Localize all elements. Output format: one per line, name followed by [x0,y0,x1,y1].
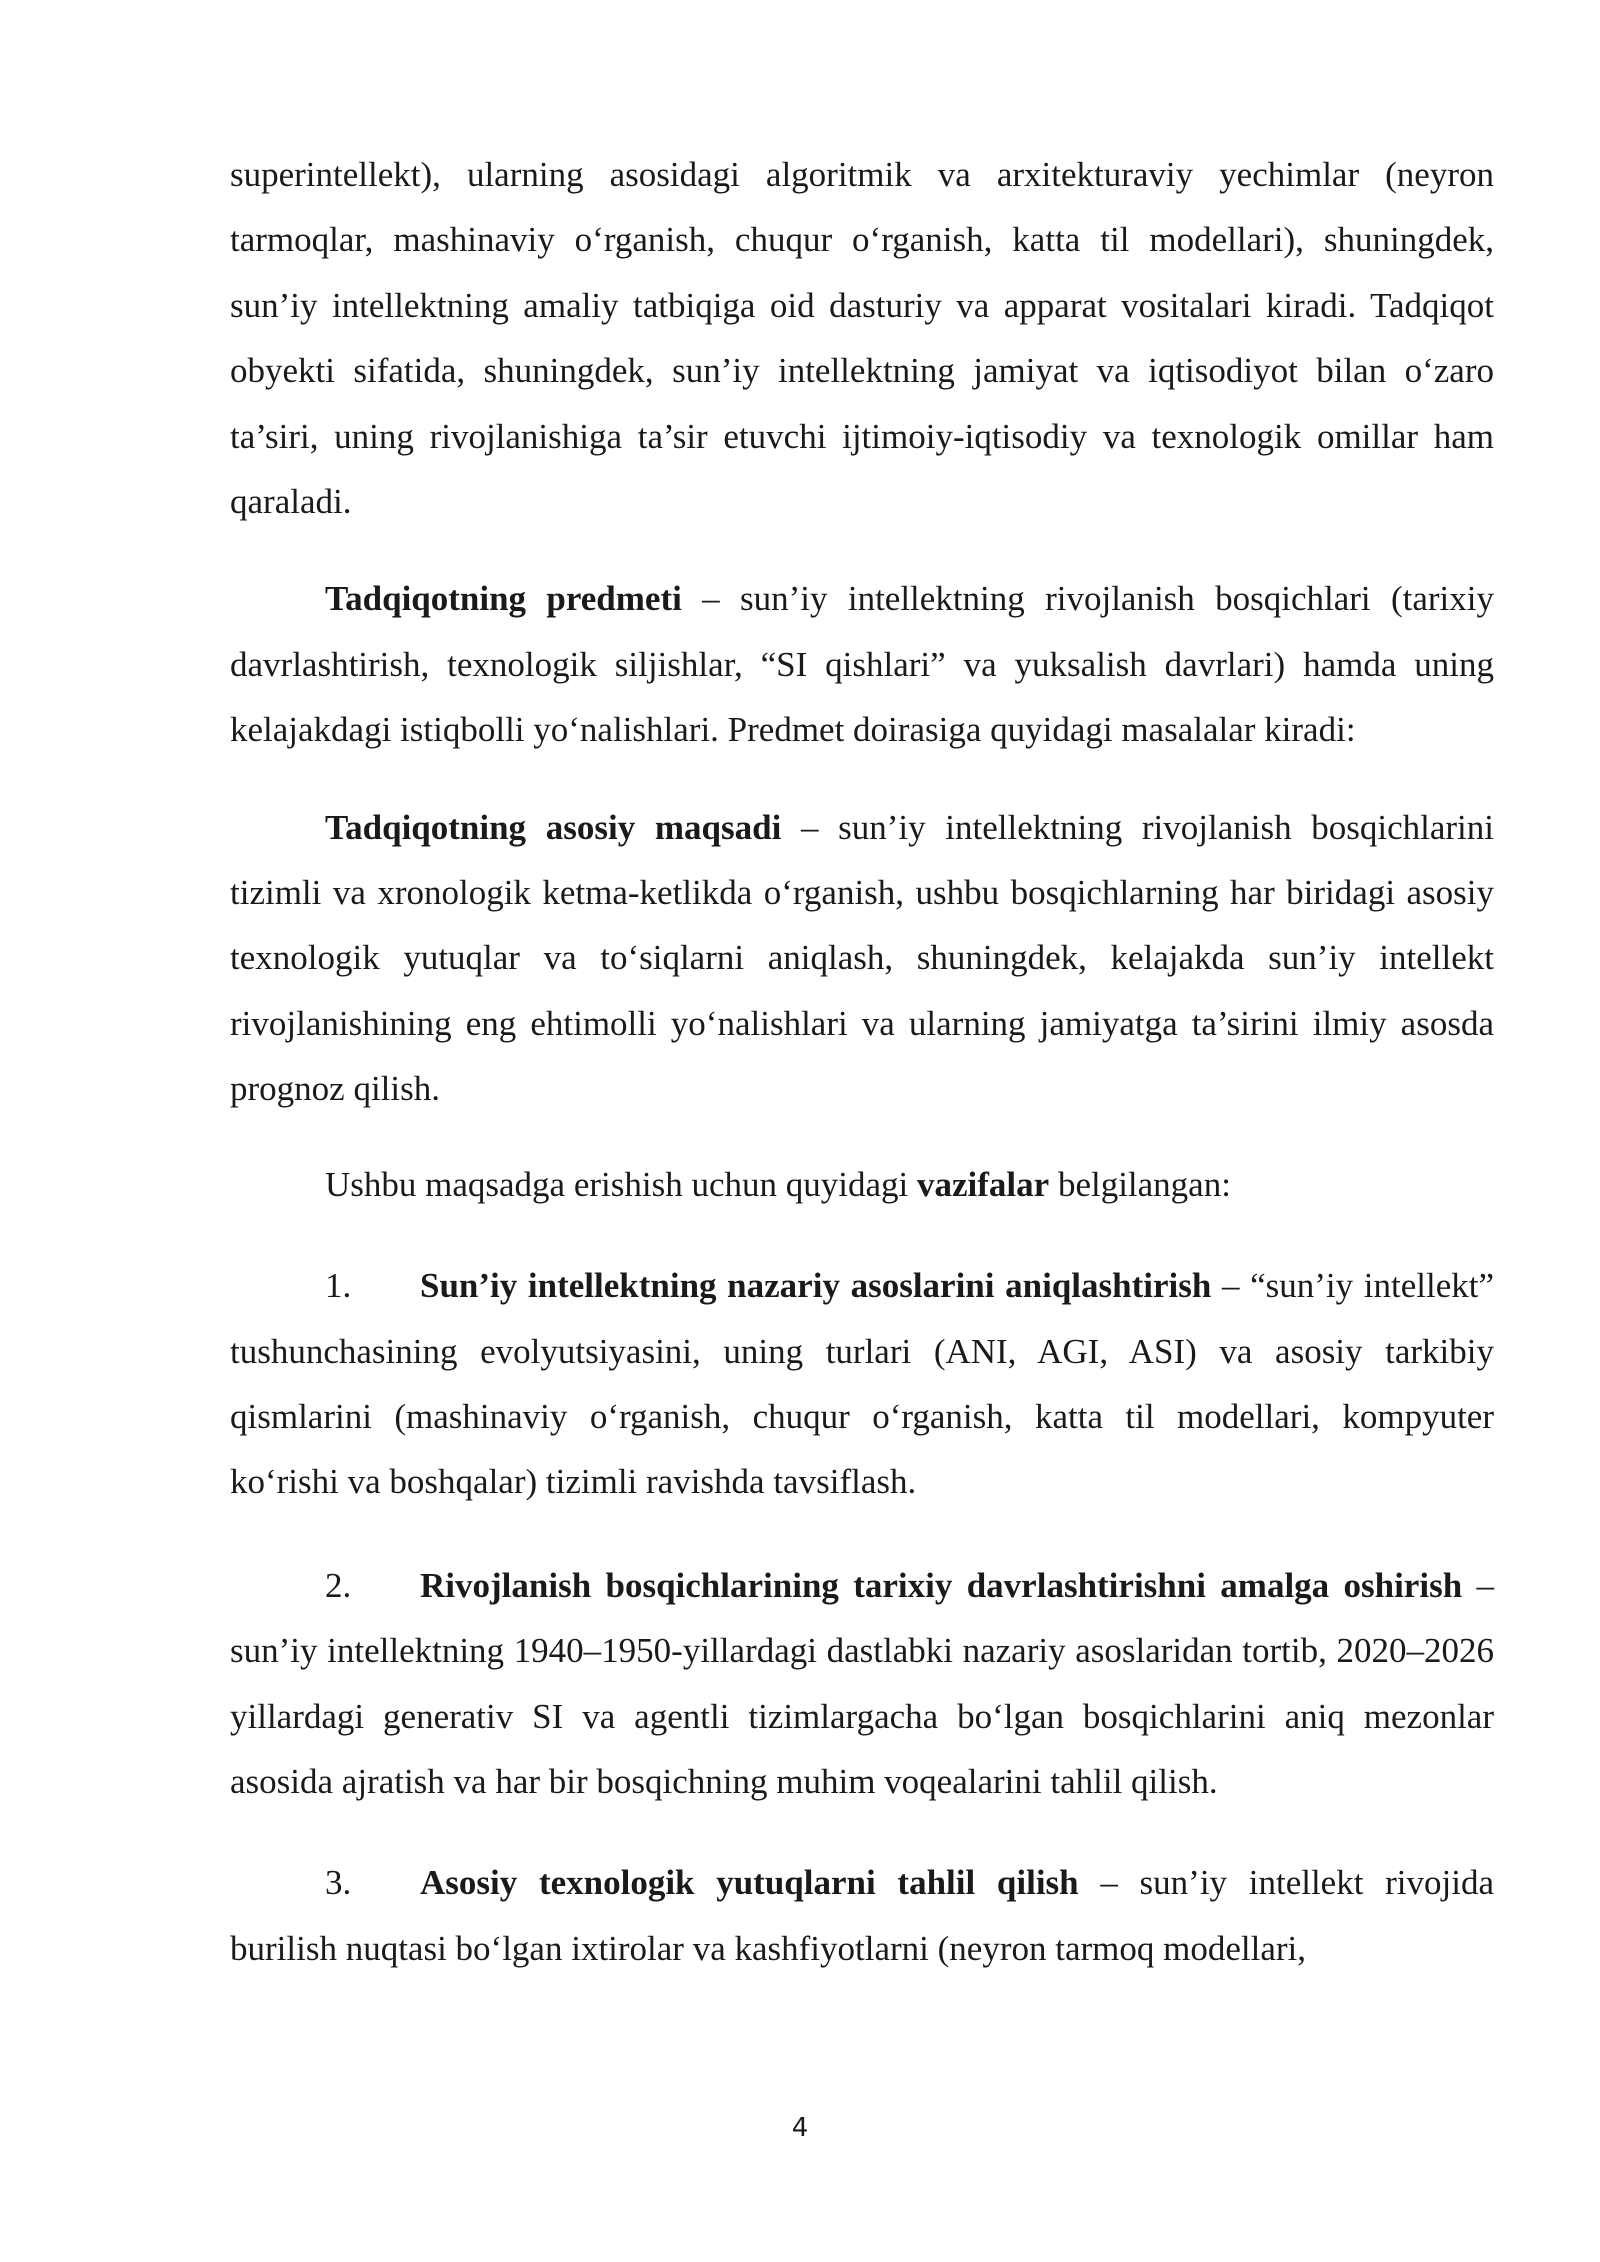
list-item-text: – sun’iy intellekt rivojida burilish nuqtasi bo‘lgan ixtirolar va kashfiyotlarni (neyron tarmoq modellari, [230,1863,1494,1968]
list-item-number: 3. [325,1863,352,1903]
list-item-text: – “sun’iy intellekt” tushunchasining evolyutsiyasini, uning turlari (ANI, AGI, ASI) va asosiy tarkibiy qismlarini (mashinaviy o‘rganish, chuqur o‘rganish, katta til modellari, kompyuter ko‘rishi va boshqalar) tizimli ravishda tavsiflash. [230,1266,1494,1502]
list-item [230,1850,1494,1981]
list-item [230,1553,1494,1815]
research-goal-text: – sun’iy intellektning rivojlanish bosqichlarini tizimli va xronologik ketma-ketlikda o‘rganish, ushbu bosqichlarning har biridagi asosiy texnologik yutuqlar va to‘siqlarni aniqlash, shuningdek, kelajakda sun’iy intellekt rivojlanishining eng ehtimolli yo‘nalishlari va ularning jamiyatga ta’sirini ilmiy asosda prognoz qilish. [230,807,1494,1109]
list-item [230,1253,1494,1515]
list-item-heading: Sun’iy intellektning nazariy asoslarini aniqlashtirish [420,1266,1212,1306]
document-page [230,142,1494,1981]
tasks-intro-text: Ushbu maqsadga erishish uchun quyidagi [325,1164,917,1204]
research-goal-heading: Tadqiqotning asosiy maqsadi [325,807,782,847]
page-number: 4 [791,2113,809,2143]
research-subject-text: – sun’iy intellektning rivojlanish bosqichlari (tarixiy davrlashtirish, texnologik siljishlar, “SI qishlari” va yuksalish davrlari) hamda uning kelajakdagi istiqbolli yo‘nalishlari. Predmet doirasiga quyidagi masalalar kiradi: [230,579,1495,750]
paragraph-research-goal [230,795,1494,1122]
list-item-number: 1. [325,1266,352,1306]
list-item-text: – sun’iy intellektning 1940–1950-yillardagi dastlabki nazariy asoslaridan tortib, 2020–2026 yillardagi generativ SI va agentli tizimlargacha bo‘lgan bosqichlarini aniq mezonlar asosida ajratish va har bir bosqichning muhim voqealarini tahlil qilish. [230,1565,1495,1801]
list-item-number: 2. [325,1565,352,1605]
list-item-heading: Asosiy texnologik yutuqlarni tahlil qilish [420,1863,1079,1903]
paragraph-object-continuation: superintellekt), ularning asosidagi algoritmik va arxitekturaviy yechimlar (neyron tarmoqlar, mashinaviy o‘rganish, chuqur o‘rganish, katta til modellari), shuningdek, sun’iy intellektning amaliy tatbiqiga oid dasturiy va apparat vositalari kiradi. Tadqiqot obyekti sifatida, shuningdek, sun’iy intellektning jamiyat va iqtisodiyot bilan o‘zaro ta’siri, uning rivojlanishiga ta’sir etuvchi ijtimoiy-iqtisodiy va texnologik omillar ham qaraladi. [230,155,1494,522]
list-item-heading: Rivojlanish bosqichlarining tarixiy davrlashtirishni amalga oshirish [420,1565,1463,1605]
research-subject-heading: Tadqiqotning predmeti [325,579,682,619]
tasks-intro-keyword: vazifalar [917,1164,1050,1204]
paragraph-research-subject [230,566,1494,762]
paragraph-tasks-intro [230,1152,1494,1217]
tasks-intro-ending: belgilangan: [1049,1164,1231,1204]
